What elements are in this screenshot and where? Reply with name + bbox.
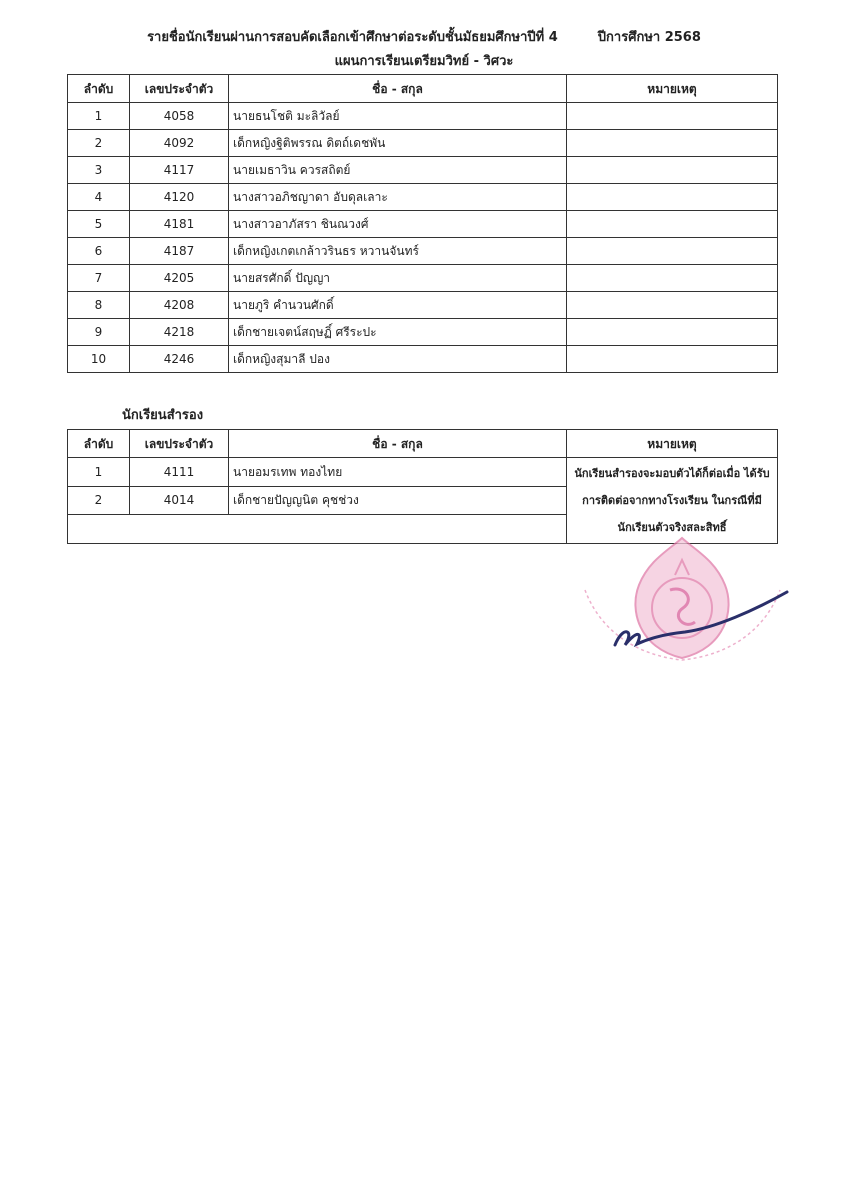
- cell-id: 4120: [130, 184, 229, 211]
- cell-remark: [567, 238, 778, 265]
- cell-id: 4218: [130, 319, 229, 346]
- table-row: [68, 157, 778, 184]
- reserve-note: นักเรียนสำรองจะมอบตัวได้ก็ต่อเมื่อ ได้รับการติดต่อจากทางโรงเรียน ในกรณีที่มีนักเรียนตัวจริงสละสิทธิ์: [567, 458, 778, 544]
- header-remark: หมายเหตุ: [567, 430, 778, 458]
- cell-order: 2: [68, 130, 130, 157]
- table-row: [68, 319, 778, 346]
- cell-id: 4205: [130, 265, 229, 292]
- cell-id: 4181: [130, 211, 229, 238]
- table-row: [68, 184, 778, 211]
- table-row: [68, 292, 778, 319]
- cell-name: เด็กหญิงเกตเกล้าวรินธร หวานจันทร์: [229, 238, 567, 265]
- cell-order: 8: [68, 292, 130, 319]
- cell-id: 4208: [130, 292, 229, 319]
- cell-order: 6: [68, 238, 130, 265]
- cell-name: นายอมรเทพ ทองไทย: [229, 458, 567, 487]
- cell-name: นายภูริ คำนวนศักดิ์: [229, 292, 567, 319]
- table-row: [68, 346, 778, 373]
- academic-year: ปีการศึกษา 2568: [597, 30, 701, 45]
- reserve-table: [67, 429, 778, 544]
- cell-remark: [567, 184, 778, 211]
- cell-remark: [567, 130, 778, 157]
- cell-id: 4014: [130, 486, 229, 515]
- header-id: เลขประจำตัว: [130, 430, 229, 458]
- cell-name: นายเมธาวิน ควรสถิตย์: [229, 157, 567, 184]
- table-row: [68, 265, 778, 292]
- cell-id: 4092: [130, 130, 229, 157]
- cell-remark: [567, 211, 778, 238]
- table-header-row: [68, 430, 778, 458]
- cell-remark: [567, 319, 778, 346]
- header-remark: หมายเหตุ: [567, 75, 778, 103]
- cell-remark: [567, 346, 778, 373]
- header-name: ชื่อ - สกุล: [229, 75, 567, 103]
- cell-name: เด็กชายปัญญนิต คุชช่วง: [229, 486, 567, 515]
- cell-name: เด็กหญิงสุมาลี ปอง: [229, 346, 567, 373]
- cell-name: นางสาวอาภัสรา ชินณวงศ์: [229, 211, 567, 238]
- cell-order: 2: [68, 486, 130, 515]
- cell-name: เด็กหญิงฐิติพรรณ ดิตถ์เดชพัน: [229, 130, 567, 157]
- header-order: ลำดับ: [68, 430, 130, 458]
- table-row: [68, 238, 778, 265]
- table-row: [68, 458, 778, 487]
- cell-remark: [567, 265, 778, 292]
- title-text: รายชื่อนักเรียนผ่านการสอบคัดเลือกเข้าศึกษาต่อระดับชั้นมัธยมศึกษาปีที่ 4: [147, 30, 558, 45]
- cell-name: เด็กชายเจตน์สฤษฏิ์ ศรีระปะ: [229, 319, 567, 346]
- header-id: เลขประจำตัว: [130, 75, 229, 103]
- program-title: แผนการเรียนเตรียมวิทย์ - วิศวะ: [334, 54, 514, 69]
- cell-id: 4246: [130, 346, 229, 373]
- cell-id: 4111: [130, 458, 229, 487]
- cell-order: 3: [68, 157, 130, 184]
- header-order: ลำดับ: [68, 75, 130, 103]
- cell-name: นายสรศักดิ์ ปัญญา: [229, 265, 567, 292]
- cell-order: 7: [68, 265, 130, 292]
- cell-id: 4058: [130, 103, 229, 130]
- cell-id: 4117: [130, 157, 229, 184]
- student-table-body: [68, 103, 778, 373]
- cell-name: นายธนโชติ มะลิวัลย์: [229, 103, 567, 130]
- cell-id: 4187: [130, 238, 229, 265]
- cell-order: 10: [68, 346, 130, 373]
- table-row: [68, 130, 778, 157]
- empty-cell: [68, 515, 567, 544]
- cell-order: 4: [68, 184, 130, 211]
- cell-order: 1: [68, 103, 130, 130]
- table-row: [68, 103, 778, 130]
- table-row: [68, 211, 778, 238]
- school-seal-icon: [575, 530, 790, 670]
- cell-remark: [567, 157, 778, 184]
- cell-name: นางสาวอภิชญาดา อับดุลเลาะ: [229, 184, 567, 211]
- cell-order: 1: [68, 458, 130, 487]
- student-table: [67, 74, 778, 373]
- cell-remark: [567, 103, 778, 130]
- table-header-row: [68, 75, 778, 103]
- document-title: [0, 26, 848, 47]
- cell-order: 5: [68, 211, 130, 238]
- cell-remark: [567, 292, 778, 319]
- reserve-title: นักเรียนสำรอง: [122, 408, 204, 423]
- header-name: ชื่อ - สกุล: [229, 430, 567, 458]
- cell-order: 9: [68, 319, 130, 346]
